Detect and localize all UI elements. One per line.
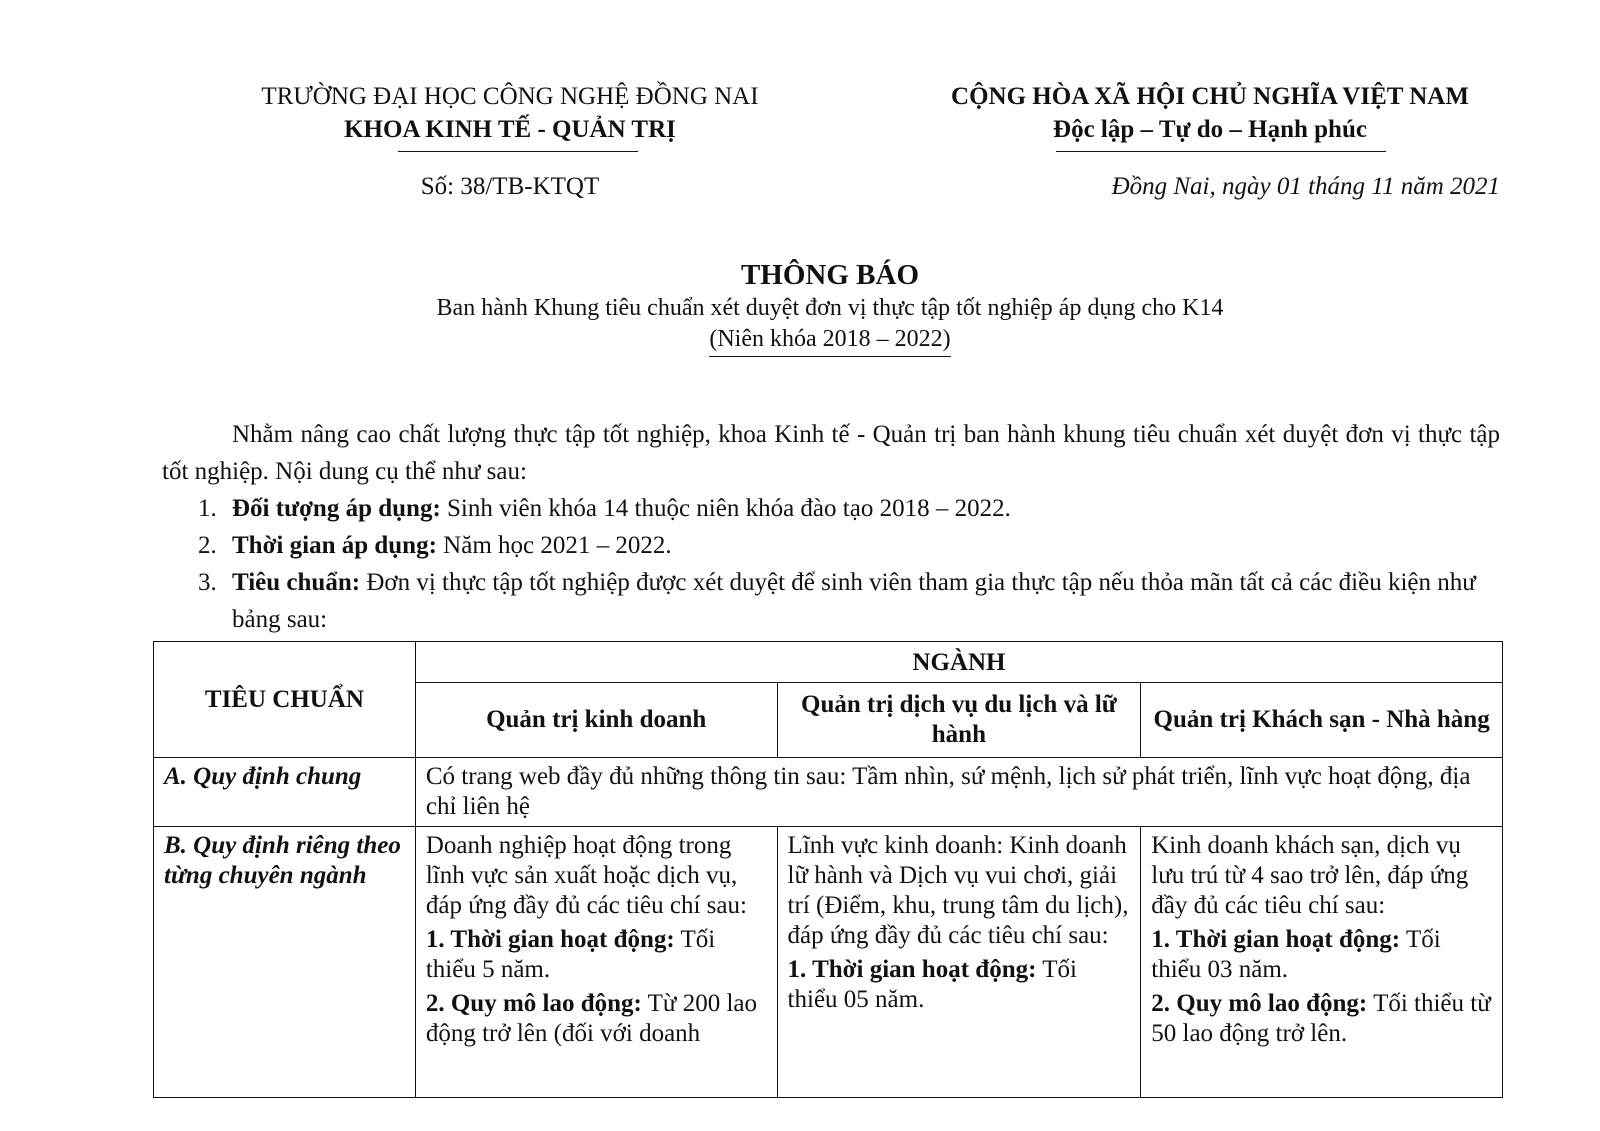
- row-b-hotel-cell: Kinh doanh khách sạn, dịch vụ lưu trú từ 4 sao trở lên, đáp ứng đầy đủ các tiêu chí sau: 1. Thời gian hoạt động: Tối thiểu 03 năm. 2. Quy mô lao động: Tối thiểu từ 50 lao động trở lên.: [1141, 827, 1503, 1098]
- faculty-underline: [398, 151, 638, 152]
- document-title: THÔNG BÁO: [740, 259, 920, 291]
- major-hotel-header: Quản trị Khách sạn - Nhà hàng: [1141, 683, 1503, 758]
- criteria-header: TIÊU CHUẨN: [154, 642, 416, 758]
- document-date: Đồng Nai, ngày 01 tháng 11 năm 2021: [1111, 173, 1500, 200]
- faculty-name: KHOA KINH TẾ - QUẢN TRỊ: [344, 116, 676, 143]
- major-business-header: Quản trị kinh doanh: [415, 683, 777, 758]
- list-item: 1. Đối tượng áp dụng: Sinh viên khóa 14 thuộc niên khóa đào tạo 2018 – 2022.: [198, 495, 1011, 522]
- row-a-label: A. Quy định chung: [154, 758, 416, 827]
- major-tourism-header: Quản trị dịch vụ du lịch và lữ hành: [777, 683, 1141, 758]
- national-header: [920, 80, 1500, 146]
- school-header: [220, 80, 800, 146]
- major-header: NGÀNH: [415, 642, 1502, 683]
- motto: Độc lập – Tự do – Hạnh phúc: [1053, 116, 1367, 143]
- row-a-text: Có trang web đầy đủ những thông tin sau: Tầm nhìn, sứ mệnh, lịch sử phát triển, lĩnh vực hoạt động, địa chỉ liên hệ: [415, 758, 1502, 827]
- document-subtitle: Ban hành Khung tiêu chuẩn xét duyệt đơn vị thực tập tốt nghiệp áp dụng cho K14: [436, 295, 1224, 321]
- list-item: 2. Thời gian áp dụng: Năm học 2021 – 2022.: [198, 532, 672, 559]
- intro-paragraph: Nhằm nâng cao chất lượng thực tập tốt nghiệp, khoa Kinh tế - Quản trị ban hành khung tiêu chuẩn xét duyệt đơn vị thực tập tốt nghiệp. Nội dung cụ thể như sau:: [162, 421, 1500, 485]
- document-number: Số: 38/TB-KTQT: [420, 173, 600, 200]
- motto-underline: [1056, 151, 1386, 152]
- title-block: [0, 257, 1600, 357]
- school-name: TRƯỜNG ĐẠI HỌC CÔNG NGHỆ ĐỒNG NAI: [261, 83, 759, 110]
- academic-year: (Niên khóa 2018 – 2022): [709, 324, 950, 357]
- row-b-business-cell: Doanh nghiệp hoạt động trong lĩnh vực sản xuất hoặc dịch vụ, đáp ứng đầy đủ các tiêu chí sau: 1. Thời gian hoạt động: Tối thiểu 5 năm. 2. Quy mô lao động: Từ 200 lao động trở lên (đối với doanh: [415, 827, 777, 1098]
- row-b-label: B. Quy định riêng theo từng chuyên ngành: [154, 827, 416, 1098]
- republic-name: CỘNG HÒA XÃ HỘI CHỦ NGHĨA VIỆT NAM: [951, 83, 1469, 110]
- list-item: 3. Tiêu chuẩn: Đơn vị thực tập tốt nghiệp được xét duyệt để sinh viên tham gia thực tập nếu thỏa mãn tất cả các điều kiện như bảng sau:: [198, 569, 1476, 633]
- criteria-table: [153, 641, 1503, 1098]
- row-b-tourism-cell: Lĩnh vực kinh doanh: Kinh doanh lữ hành và Dịch vụ vui chơi, giải trí (Điểm, khu, trung tâm du lịch), đáp ứng đầy đủ các tiêu chí sau: 1. Thời gian hoạt động: Tối thiểu 05 năm.: [777, 827, 1141, 1098]
- body-text: [162, 416, 1500, 638]
